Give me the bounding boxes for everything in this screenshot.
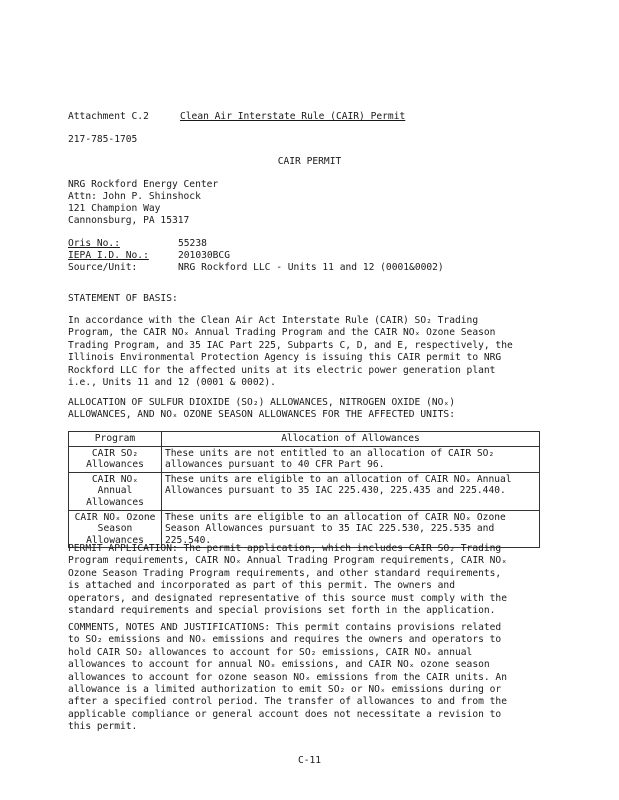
document-title: Clean Air Interstate Rule (CAIR) Permit bbox=[180, 111, 406, 122]
allocation-table bbox=[68, 431, 540, 548]
allocation-heading: ALLOCATION OF SULFUR DIOXIDE (SO₂) ALLOWANCES, NITROGEN OXIDE (NOₓ) ALLOWANCES, AND NOₓ OZONE SEASON ALLOWANCES FOR THE AFFECTED UNITS: bbox=[68, 397, 455, 421]
oris-label: Oris No.: bbox=[68, 238, 120, 249]
permit-heading: CAIR PERMIT bbox=[277, 156, 342, 167]
application-heading: PERMIT APPLICATION: bbox=[68, 543, 178, 554]
address-line: NRG Rockford Energy Center bbox=[68, 179, 219, 190]
comments-text: This permit contains provisions related to SO₂ emissions and NOₓ emissions and requires the owners and operators to hold CAIR SO₂ allowances to account for SO₂ emissions, CAIR NOₓ annual allowances to account for annual NOₓ emissions, and CAIR NOₓ ozone season allowances to account for ozone season NOₓ emissions from the CAIR units. An allowance is a limited authorization to emit SO₂ or NOₓ emissions during or after a specified control period. The transfer of allowances to and from the applicable compliance or general account does not necessitate a revision to this permit. bbox=[68, 622, 507, 733]
allocation-cell: These units are not entitled to an allocation of CAIR SO₂ allowances pursuant to 40 CFR Part 96. bbox=[162, 446, 540, 472]
iepa-value: 201030BCG bbox=[178, 250, 230, 261]
program-cell: CAIR NOₓ Annual Allowances bbox=[69, 472, 162, 510]
allocation-cell: These units are eligible to an allocation of CAIR NOₓ Annual Allowances pursuant to 35 IAC 225.430, 225.435 and 225.440. bbox=[162, 472, 540, 510]
basis-heading: STATEMENT OF BASIS: bbox=[68, 293, 178, 304]
attachment-label: Attachment C.2 bbox=[68, 111, 149, 122]
column-header-program: Program bbox=[69, 432, 162, 447]
table-row bbox=[69, 446, 540, 472]
application-text: The permit application, which includes CAIR SO₂ Trading Program requirements, CAIR NOₓ Annual Trading Program requirements, CAIR NOₓ Ozone Season Trading Program requirements, and other standard requirements, is attached and incorporated as part of this permit. The owners and operators, and designated representative of this source must comply with the standard requirements and special provisions set forth in the application. bbox=[68, 543, 507, 617]
address-line: 121 Champion Way bbox=[68, 203, 161, 214]
comments-section bbox=[68, 622, 538, 734]
table-row bbox=[69, 472, 540, 510]
iepa-label: IEPA I.D. No.: bbox=[68, 250, 149, 261]
source-label: Source/Unit: bbox=[68, 262, 138, 273]
source-value: NRG Rockford LLC - Units 11 and 12 (0001&0002) bbox=[178, 262, 444, 273]
table-header-row bbox=[69, 432, 540, 447]
address-line: Cannonsburg, PA 15317 bbox=[68, 215, 190, 226]
document-number: 217-785-1705 bbox=[68, 134, 138, 145]
oris-value: 55238 bbox=[178, 238, 207, 249]
column-header-allocation: Allocation of Allowances bbox=[162, 432, 540, 447]
program-cell: CAIR SO₂ Allowances bbox=[69, 446, 162, 472]
comments-heading: COMMENTS, NOTES AND JUSTIFICATIONS: bbox=[68, 622, 271, 633]
address-line: Attn: John P. Shinshock bbox=[68, 191, 201, 202]
basis-text: In accordance with the Clean Air Act Interstate Rule (CAIR) SO₂ Trading Program, the CAIR NOₓ Annual Trading Program and the CAIR NOₓ Ozone Season Trading Program, and 35 IAC Part 225, Subparts C, D, and E, respectively, the Illinois Environmental Protection Agency is issuing this CAIR permit to NRG Rockford LLC for the affected units at its electric power generation plant i.e., Units 11 and 12 (0001 & 0002). bbox=[68, 315, 513, 389]
application-section bbox=[68, 543, 538, 617]
page-number: C-11 bbox=[297, 755, 322, 766]
program-cell: CAIR NOₓ Ozone Season Allowances bbox=[69, 510, 162, 548]
allocation-cell: These units are eligible to an allocation of CAIR NOₓ Ozone Season Allowances pursuant to 35 IAC 225.530, 225.535 and 225.540. bbox=[162, 510, 540, 548]
